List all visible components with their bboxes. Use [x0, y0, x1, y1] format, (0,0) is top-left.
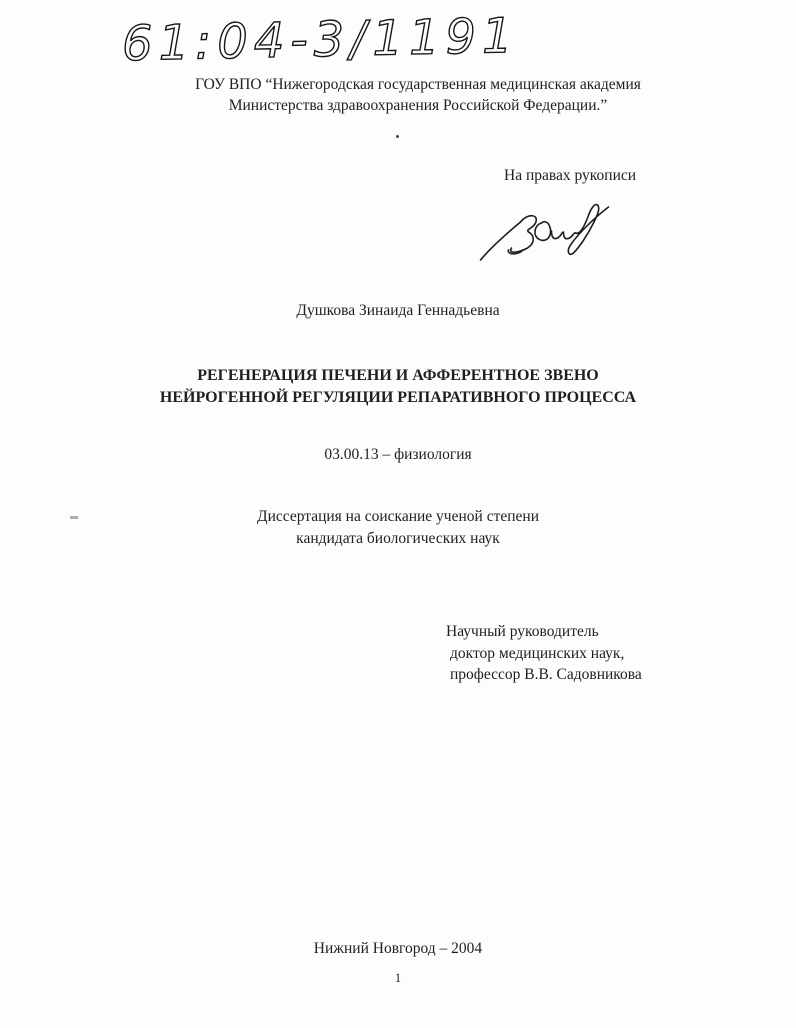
degree-statement — [0, 506, 796, 549]
dissertation-title — [0, 365, 796, 409]
signature-flourish-icon — [470, 194, 615, 269]
title-line-1: РЕГЕНЕРАЦИЯ ПЕЧЕНИ И АФФЕРЕНТНОЕ ЗВЕНО — [197, 367, 599, 384]
handwriting-svg — [119, 2, 520, 80]
title-line-2: НЕЙРОГЕННОЙ РЕГУЛЯЦИИ РЕПАРАТИВНОГО ПРОЦЕССА — [159, 389, 637, 406]
manuscript-rights-note: На правах рукописи — [504, 167, 637, 184]
degree-line-1: Диссертация на соискание ученой степени — [257, 508, 539, 525]
institution-line-1: ГОУ ВПО “Нижегородская государственная медицинская академия — [195, 76, 641, 93]
supervisor-block — [446, 621, 642, 686]
author-name: Душкова Зинаида Геннадьевна — [296, 302, 500, 319]
specialty-code: 03.00.13 – физиология — [324, 446, 472, 463]
catalog-number-text: 61:04-3/1191 — [121, 7, 520, 73]
handwritten-catalog-number — [119, 2, 520, 80]
institution-header — [63, 74, 773, 116]
degree-line-2: кандидата биологических наук — [296, 529, 500, 547]
supervisor-line-2: доктор медицинских наук, — [450, 644, 625, 662]
supervisor-line-3: профессор В.В. Садовникова — [450, 666, 642, 683]
supervisor-line-1: Научный руководитель — [446, 623, 599, 640]
city-year: Нижний Новгород – 2004 — [313, 940, 483, 957]
page-number: 1 — [394, 971, 402, 985]
ink-dot-artifact — [396, 135, 399, 138]
signature — [470, 194, 615, 269]
institution-line-2: Министерства здравоохранения Российской Федерации.” — [228, 97, 608, 114]
